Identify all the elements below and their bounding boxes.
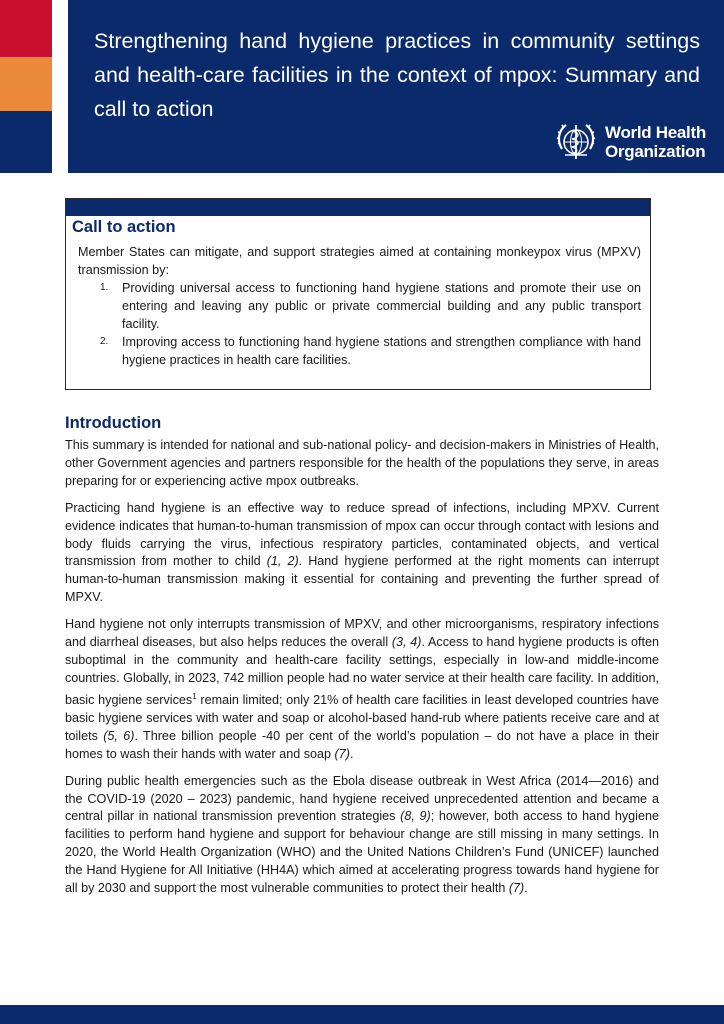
who-logo (553, 116, 706, 168)
paragraph-text: . Access to hand hygiene products is often suboptimal in the community and health-care facility settings, especially in low-and middle-income countries. Globally, in 2023, 742 million people had no water service at their health care facility. In addition, basic hygiene services (65, 635, 659, 707)
header-banner (68, 0, 724, 173)
paragraph-text: . Three billion people -40 per cent of the world’s population – do not have a place in their homes to wash their hands with water and soap (65, 728, 659, 761)
paragraph-text: . (524, 881, 528, 896)
call-to-action-intro: Member States can mitigate, and support strategies aimed at containing monkeypox virus (MPXV) transmission by: (78, 245, 641, 277)
call-to-action-title: Call to action (72, 218, 176, 236)
citation: (7) (508, 881, 525, 896)
list-item-text: Improving access to functioning hand hygiene stations and strengthen compliance with hand hygiene practices in health care facilities. (122, 335, 641, 367)
document-title: Strengthening hand hygiene practices in community settings and health-care facilities in the context of mpox: Summary and call to action (94, 29, 700, 121)
list-item-number: 2. (100, 336, 109, 347)
paragraph-text: Practicing hand hygiene is an effective way to reduce spread of infections, including MPXV. Current evidence indicates that human-to-human transmission of mpox can occur through contact with lesions and body fluids carrying the virus, infectious respiratory particles, contaminated objects, and vertical transmission from mother to child (65, 500, 659, 569)
list-item-text: Providing universal access to functioning hand hygiene stations and promote their use on entering and leaving any public or private commercial building and any public transport facility. (122, 281, 641, 331)
footnote-marker[interactable]: 1 (192, 691, 197, 701)
paragraph-text: ; however, both access to hand hygiene facilities to perform hand hygiene and support for behaviour change are still missing in many settings. In 2020, the World Health Organization (WHO) and the United Nations Children’s Fund (UNICEF) launched the Hand Hygiene for All Initiative (HH4A) which aimed at accelerating progress towards hand hygiene for all by 2030 and support the most vulnerable communities to protect their health (65, 809, 659, 896)
paragraph-text: . (349, 746, 354, 761)
list-item (100, 279, 641, 333)
citation: (3, 4) (391, 635, 422, 650)
accent-strip-orange (0, 57, 52, 111)
who-emblem-icon (553, 119, 599, 165)
paragraph-text: remain limited; only 21% of health care facilities in least developed countries have basic hygiene services with water and soap or alcohol-based hand-rub where patients receive care and at toilets (65, 692, 659, 743)
accent-strip-navy (0, 111, 52, 173)
who-wordmark-line1: World Health (605, 123, 706, 142)
paragraph-text: During public health emergencies such as the Ebola disease outbreak in West Africa (2014—2016) and the COVID-19 (2020 – 2023) pandemic, hand hygiene received unprecedented attention and became a central pillar in national transmission prevention strategies (65, 773, 659, 824)
paragraph-text: This summary is intended for national and sub-national policy- and decision-makers in Ministries of Health, other Government agencies and partners responsible for the health of the populations they serve, in areas preparing for or experiencing active mpox outbreaks. (65, 438, 659, 488)
paragraph-4 (65, 773, 659, 898)
paragraph-3 (65, 616, 659, 763)
citation: (5, 6) (103, 728, 135, 743)
citation: (1, 2) (266, 554, 299, 569)
footer-bar (0, 1005, 724, 1024)
accent-strip-red (0, 0, 52, 57)
paragraph-1 (65, 437, 659, 491)
main-content (65, 414, 659, 907)
list-item-number: 1. (100, 282, 109, 293)
paragraph-text: . Hand hygiene performed at the right moments can interrupt human-to-human transmission making it essential for containing and preventing the further spread of MPXV. (65, 554, 659, 605)
call-to-action-box (65, 198, 651, 390)
citation: (8, 9) (400, 809, 431, 824)
who-wordmark (605, 123, 706, 161)
paragraph-text: Hand hygiene not only interrupts transmission of MPXV, and other microorganisms, respiratory infections and diarrheal diseases, but also helps reduces the overall (65, 617, 659, 650)
introduction-heading: Introduction (65, 414, 162, 432)
list-item (100, 333, 641, 369)
call-to-action-list (66, 279, 650, 369)
who-wordmark-line2: Organization (605, 142, 706, 161)
paragraph-2 (65, 500, 659, 607)
call-to-action-bar (66, 199, 650, 216)
citation: (7) (334, 746, 350, 761)
